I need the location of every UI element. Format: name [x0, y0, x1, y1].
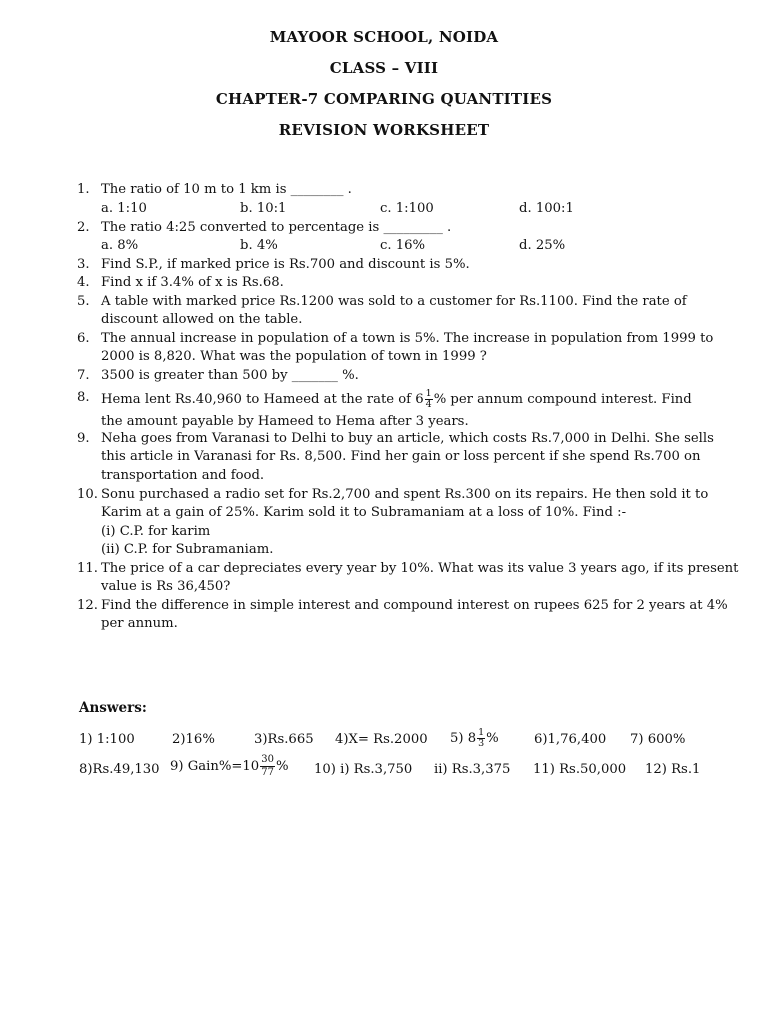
question-5	[0, 293, 768, 329]
answer-1: 1) 1:100	[79, 732, 135, 747]
question-11	[0, 560, 768, 596]
answer-10-ii: ii) Rs.3,375	[434, 762, 511, 777]
question-text: A table with marked price Rs.1200 was sold to a customer for Rs.1100. Find the rate of	[101, 294, 687, 309]
question-number: 11.	[77, 561, 98, 576]
answer-5	[450, 728, 499, 749]
question-text: Sonu purchased a radio set for Rs.2,700 and spent Rs.300 on its repairs. He then sold it to	[101, 487, 709, 502]
answer-text-part: %	[275, 759, 289, 774]
fraction	[260, 754, 275, 779]
question-text-part: Hema lent Rs.40,960 to Hameed at the rate of 6	[101, 392, 424, 407]
question-text: discount allowed on the table.	[101, 312, 303, 327]
answer-6: 6)1,76,400	[534, 732, 607, 747]
option-a: a. 1:10	[101, 201, 147, 216]
question-8	[0, 389, 768, 429]
question-text	[101, 389, 692, 410]
question-number: 7.	[77, 368, 90, 383]
answer-11: 11) Rs.50,000	[533, 762, 627, 777]
option-b: b. 10:1	[240, 201, 287, 216]
class-title: CLASS – VIII	[329, 59, 439, 77]
fraction-denominator: 3	[478, 738, 485, 749]
question-number: 10.	[77, 487, 98, 502]
answer-7: 7) 600%	[630, 732, 686, 747]
fraction	[425, 389, 433, 410]
answer-4: 4)X= Rs.2000	[335, 732, 428, 747]
fraction-denominator: 77	[261, 767, 274, 778]
question-7	[0, 367, 768, 385]
question-9	[0, 430, 768, 484]
question-text: 2000 is 8,820. What was the population of town in 1999 ?	[101, 349, 487, 364]
question-text: Find x if 3.4% of x is Rs.68.	[101, 275, 284, 290]
question-3	[0, 256, 768, 274]
question-text: the amount payable by Hameed to Hema after 3 years.	[101, 414, 469, 429]
question-number: 9.	[77, 431, 90, 446]
question-text-part: % per annum compound interest. Find	[433, 392, 692, 407]
answer-text-part: 9) Gain%=10	[170, 759, 260, 774]
question-6	[0, 330, 768, 366]
answers-heading: Answers:	[79, 700, 147, 716]
question-number: 4.	[77, 275, 90, 290]
question-text: (i) C.P. for karim	[101, 524, 211, 539]
question-text: The annual increase in population of a town is 5%. The increase in population from 1999 to	[101, 331, 714, 346]
answer-12: 12) Rs.1	[645, 762, 701, 777]
question-text: (ii) C.P. for Subramaniam.	[101, 542, 274, 557]
answer-8: 8)Rs.49,130	[79, 762, 160, 777]
option-b: b. 4%	[240, 238, 278, 253]
answer-3: 3)Rs.665	[254, 732, 314, 747]
fraction-numerator: 30	[261, 754, 274, 765]
answer-2: 2)16%	[172, 732, 215, 747]
question-text: transportation and food.	[101, 468, 265, 483]
option-c: c. 16%	[380, 238, 426, 253]
answer-text-part: %	[486, 731, 499, 746]
fraction	[477, 728, 485, 749]
option-c: c. 1:100	[380, 201, 434, 216]
question-text: The ratio of 10 m to 1 km is ________ .	[101, 182, 352, 197]
option-d: d. 25%	[519, 238, 566, 253]
question-number: 8.	[77, 390, 90, 405]
question-10	[0, 486, 768, 558]
chapter-title: CHAPTER-7 COMPARING QUANTITIES	[215, 90, 553, 108]
question-text: 3500 is greater than 500 by _______ %.	[101, 368, 359, 383]
question-number: 3.	[77, 257, 90, 272]
question-text: The ratio 4:25 converted to percentage is _________ .	[101, 220, 452, 235]
question-number: 6.	[77, 331, 90, 346]
question-2	[0, 219, 768, 237]
answer-9	[170, 754, 288, 779]
answer-10-i: 10) i) Rs.3,750	[314, 762, 413, 777]
question-number: 1.	[77, 182, 90, 197]
school-name: MAYOOR SCHOOL, NOIDA	[269, 28, 499, 46]
question-12	[0, 597, 768, 633]
fraction-numerator: 1	[425, 388, 432, 399]
question-text: The price of a car depreciates every year by 10%. What was its value 3 years ago, if its present	[101, 561, 739, 576]
answer-text-part: 5) 8	[450, 731, 477, 746]
question-number: 5.	[77, 294, 90, 309]
option-a: a. 8%	[101, 238, 139, 253]
fraction-numerator: 1	[478, 727, 485, 738]
question-number: 2.	[77, 220, 90, 235]
question-text: this article in Varanasi for Rs. 8,500. Find her gain or loss percent if she spend Rs.700 on	[101, 449, 701, 464]
question-text: Find the difference in simple interest and compound interest on rupees 625 for 2 years at 4%	[101, 598, 728, 613]
option-d: d. 100:1	[519, 201, 574, 216]
question-text: Neha goes from Varanasi to Delhi to buy an article, which costs Rs.7,000 in Delhi. She sells	[101, 431, 714, 446]
question-1	[0, 181, 768, 199]
question-text: value is Rs 36,450?	[101, 579, 231, 594]
question-4	[0, 274, 768, 292]
question-text: Find S.P., if marked price is Rs.700 and discount is 5%.	[101, 257, 470, 272]
fraction-denominator: 4	[425, 399, 432, 410]
question-number: 12.	[77, 598, 98, 613]
question-text: per annum.	[101, 616, 178, 631]
worksheet-title: REVISION WORKSHEET	[278, 121, 490, 139]
question-text: Karim at a gain of 25%. Karim sold it to Subramaniam at a loss of 10%. Find :-	[101, 505, 627, 520]
